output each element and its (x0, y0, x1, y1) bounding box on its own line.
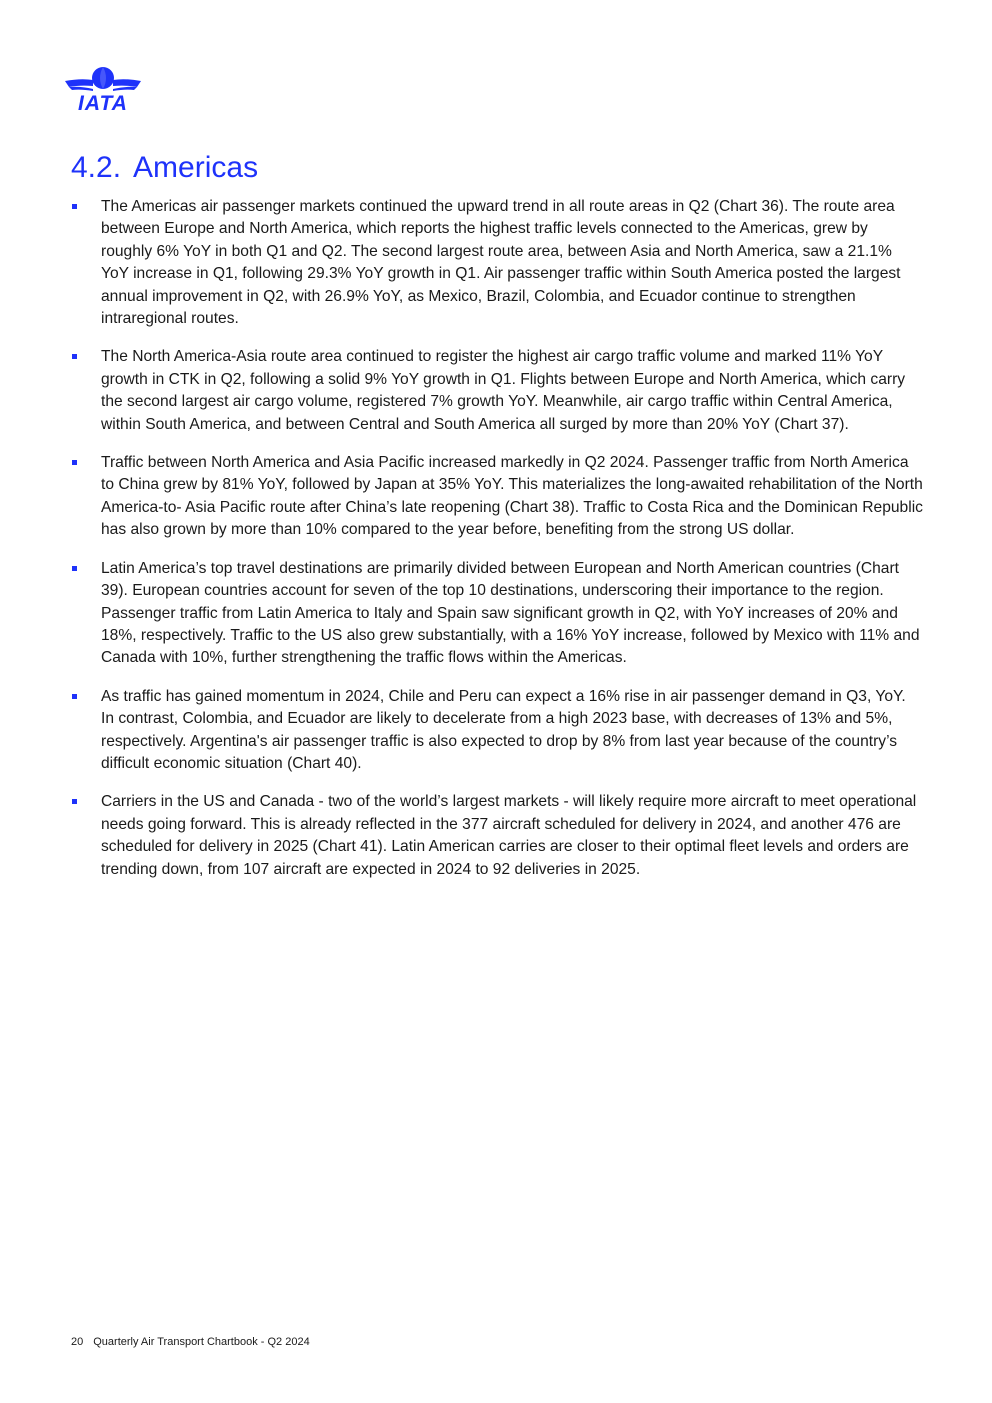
bullet-text: The Americas air passenger markets continued the upward trend in all route areas in Q2 (Chart 36). The route area between Europe and North America, which reports the highest traffic levels connected to the Americas, grew by roughly 6% YoY in both Q1 and Q2. The second largest route area, between Asia and North America, saw a 21.1% YoY increase in Q1, following 29.3% YoY growth in Q1. Air passenger traffic within South America posted the largest annual improvement in Q2, with 26.9% YoY, as Mexico, Brazil, Colombia, and Ecuador continue to strengthen intraregional routes. (101, 198, 901, 328)
section-heading (71, 148, 258, 188)
page-footer (71, 1335, 310, 1349)
bullet-item (71, 346, 923, 436)
bullet-item (71, 452, 923, 542)
bullet-text: As traffic has gained momentum in 2024, Chile and Peru can expect a 16% rise in air passenger demand in Q3, YoY. In contrast, Colombia, and Ecuador are likely to decelerate from a high 2023 base, with decreases of 13% and 5%, respectively. Argentina's air passenger traffic is also expected to drop by 8% from last year because of the country’s difficult economic situation (Chart 40). (101, 687, 906, 772)
square-bullet-icon (72, 204, 77, 209)
publication-title: Quarterly Air Transport Chartbook - Q2 2024 (93, 1336, 310, 1348)
bullet-text: Traffic between North America and Asia Pacific increased markedly in Q2 2024. Passenger traffic from North America to China grew by 81% YoY, followed by Japan at 35% YoY. This materializes the long-awaited rehabilitation of the North America-to- Asia Pacific route after China’s late reopening (Chart 38). Traffic to Costa Rica and the Dominican Republic has also grown by more than 10% compared to the year before, benefiting from the strong US dollar. (101, 454, 923, 539)
bullet-text: The North America-Asia route area continued to register the highest air cargo traffic volume and marked 11% YoY growth in CTK in Q2, following a solid 9% YoY growth in Q1. Flights between Europe and North America, which carry the second largest air cargo volume, registered 7% growth YoY. Meanwhile, air cargo traffic within Central America, within South America, and between Central and South America all surged by more than 20% YoY (Chart 37). (101, 348, 906, 433)
page-number: 20 (71, 1336, 84, 1348)
bullet-item (71, 686, 923, 776)
logo-text: IATA (78, 92, 128, 115)
bullet-item (71, 196, 923, 330)
section-number: 4.2. (71, 151, 122, 184)
bullet-text: Carriers in the US and Canada - two of the world’s largest markets - will likely require more aircraft to meet operational needs going forward. This is already reflected in the 377 aircraft scheduled for delivery in 2024, and another 476 are scheduled for delivery in 2025 (Chart 41). Latin American carries are closer to their optimal fleet levels and orders are trending down, from 107 aircraft are expected in 2024 to 92 deliveries in 2025. (101, 793, 917, 878)
section-title: Americas (133, 151, 259, 184)
bullet-list (71, 196, 923, 897)
bullet-text: Latin America’s top travel destinations are primarily divided between European and North American countries (Chart 39). European countries account for seven of the top 10 destinations, underscoring their importance to the region. Passenger traffic from Latin America to Italy and Spain saw significant growth in Q2, with YoY increases of 20% and 18%, respectively. Traffic to the US also grew substantially, with a 16% YoY increase, followed by Mexico with 11% and Canada with 10%, further strengthening the traffic flows within the Americas. (101, 559, 920, 667)
square-bullet-icon (72, 694, 77, 699)
iata-logo (63, 64, 143, 118)
square-bullet-icon (72, 566, 77, 571)
square-bullet-icon (72, 354, 77, 359)
square-bullet-icon (72, 460, 77, 465)
bullet-item (71, 558, 923, 670)
square-bullet-icon (72, 799, 77, 804)
bullet-item (71, 791, 923, 881)
